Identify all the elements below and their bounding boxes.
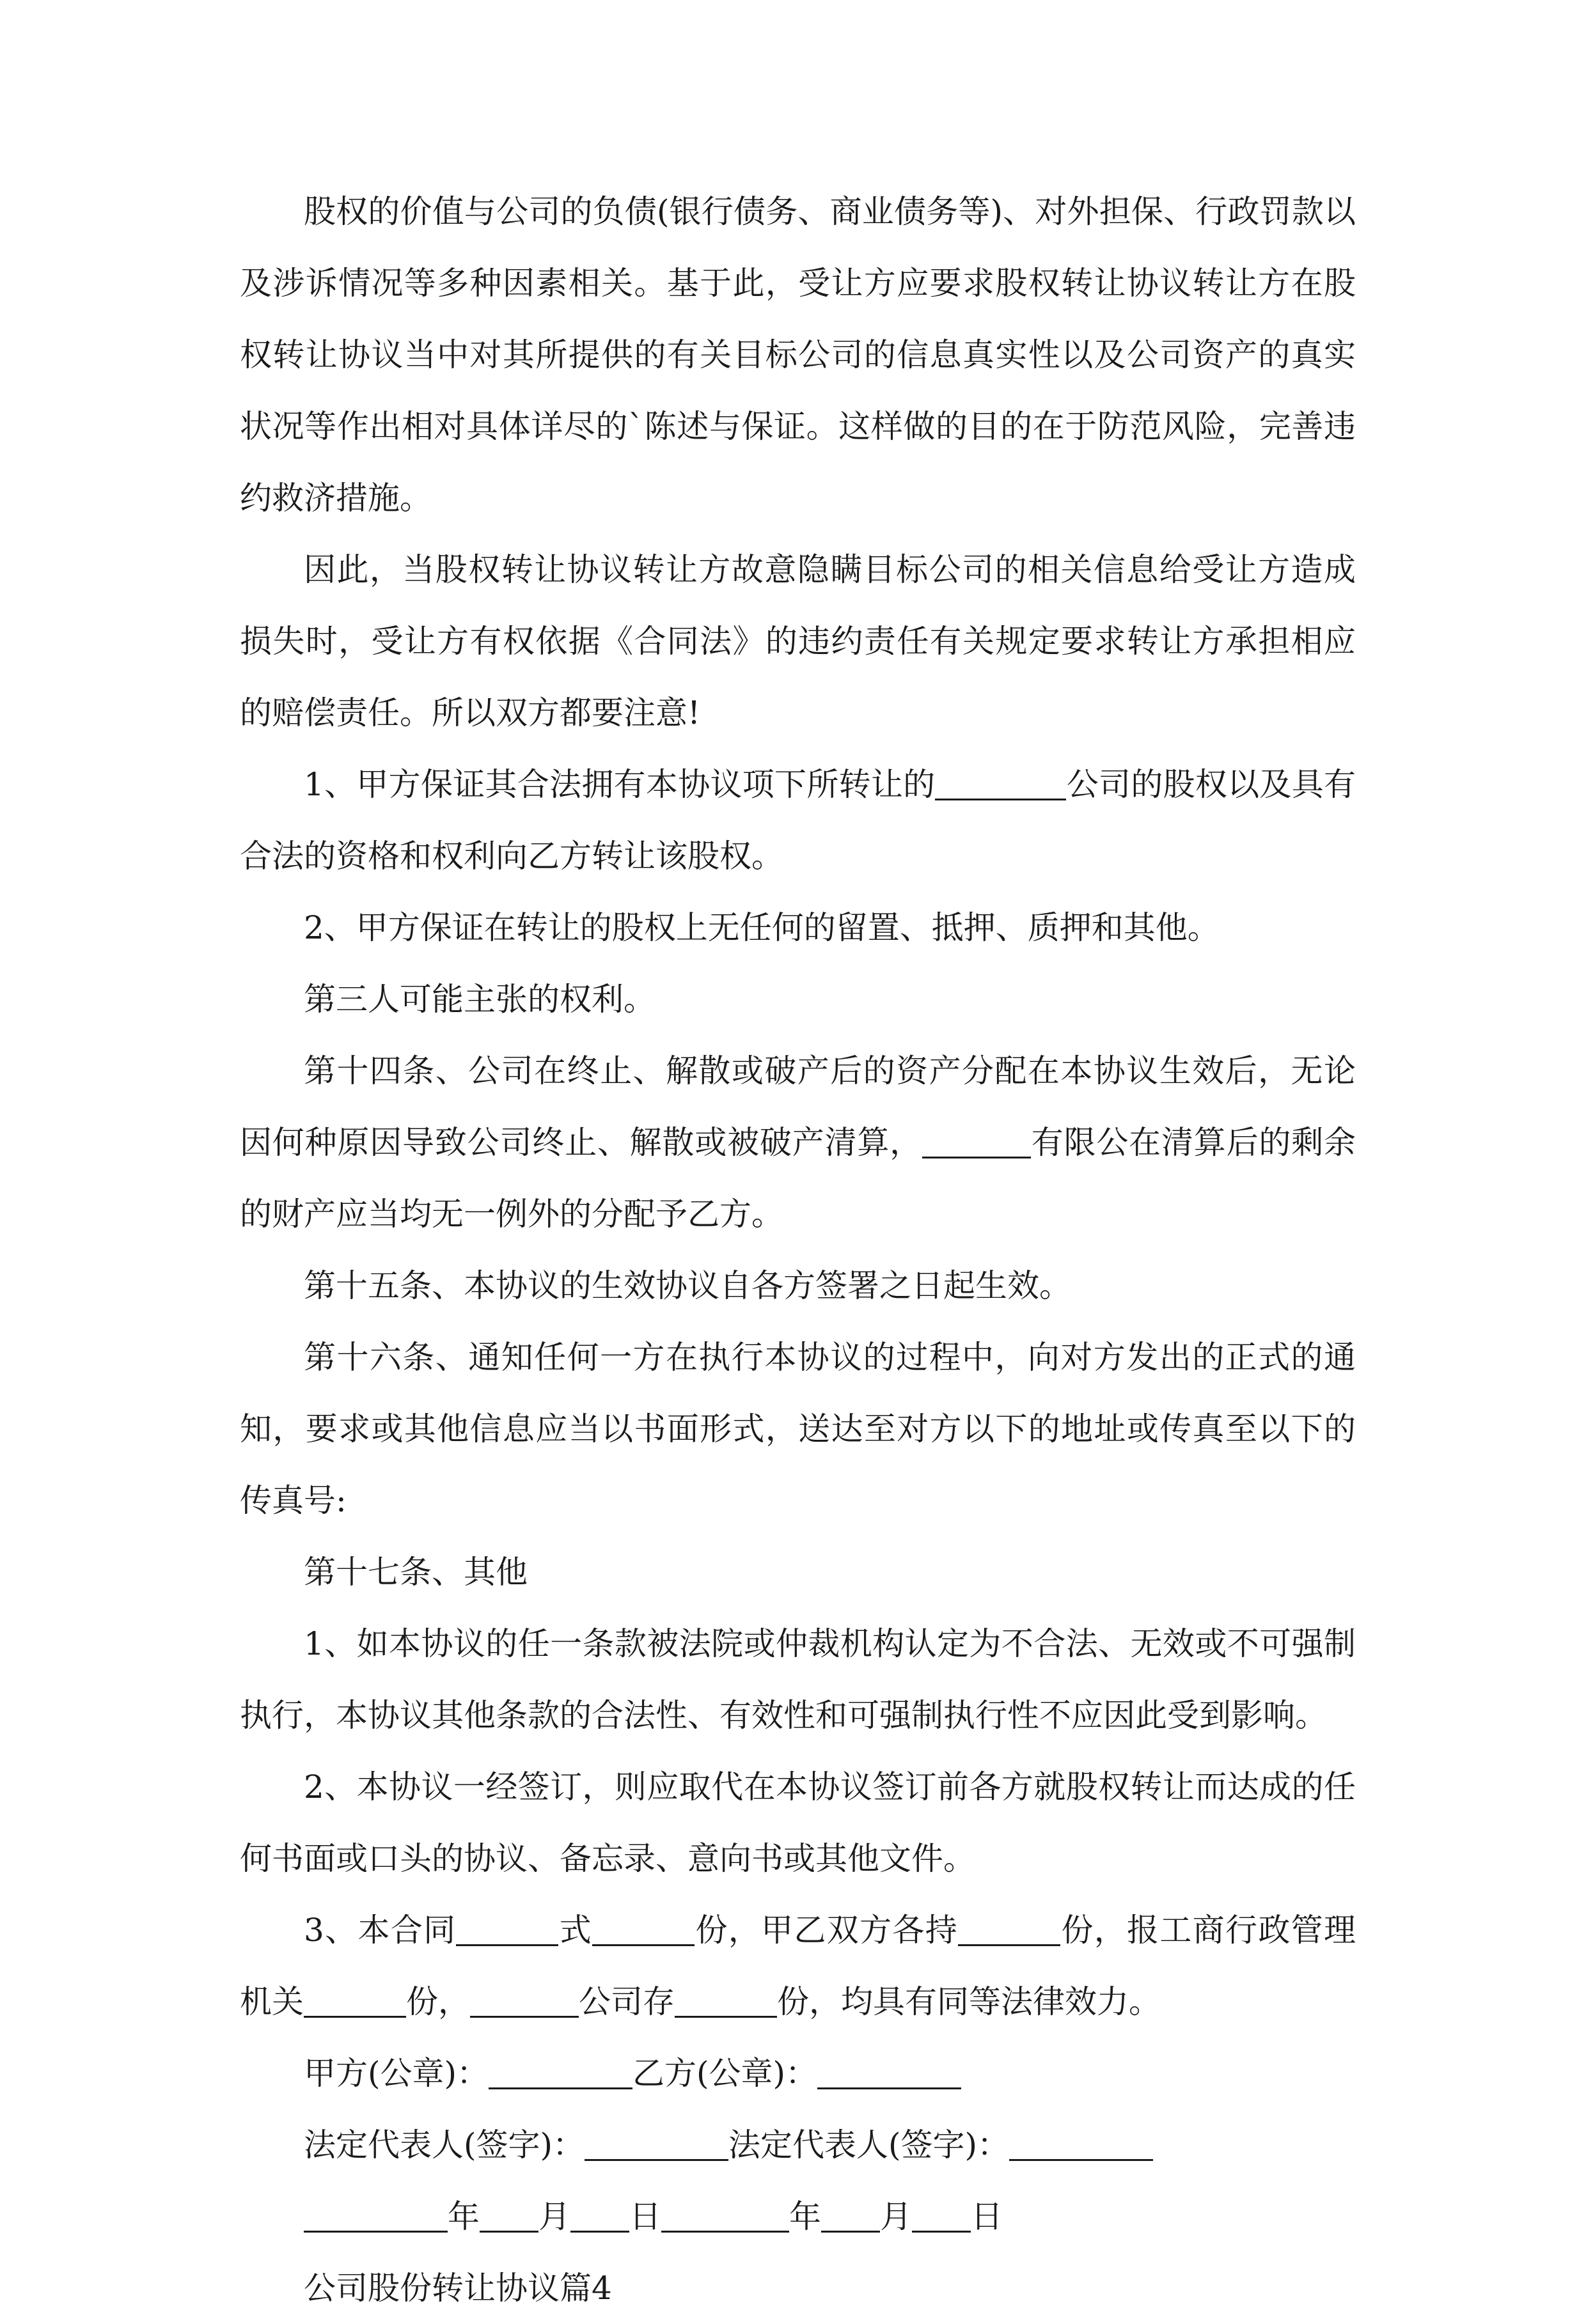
signature-representatives [240, 2109, 1356, 2181]
other-3-text-c: 份，甲乙双方各持 [695, 1912, 959, 1949]
paragraph-equity-value: 股权的价值与公司的负债(银行债务、商业债务等)、对外担保、行政罚款以及涉诉情况等多种因素相关。基于此，受让方应要求股权转让协议转让方在股权转让协议当中对其所提供的有关目标公司的信息真实性以及公司资产的真实状况等作出相对具体详尽的`陈述与保证。这样做的目的在于防范风险，完善违约救济措施。 [240, 193, 1356, 517]
party-b-seal-label: 乙方(公章)： [632, 2055, 818, 2092]
party-a-rep-label: 法定代表人(签字)： [304, 2126, 585, 2164]
other-3-text-f: 公司存 [579, 1983, 675, 2020]
other-3-text-b: 式 [558, 1912, 593, 1949]
signature-dates [240, 2181, 1356, 2252]
blank-line [304, 1984, 406, 2018]
date-year-label: 年 [448, 2198, 480, 2235]
blank-line [470, 1984, 579, 2018]
blank-line [935, 767, 1066, 800]
blank-line [489, 2055, 632, 2089]
blank-line [592, 1912, 695, 1946]
section-heading: 公司股份转让协议篇4 [304, 2270, 612, 2307]
blank-line [456, 1912, 558, 1946]
blank-line [585, 2127, 728, 2161]
blank-line [817, 2055, 961, 2089]
paragraph-liability: 因此，当股权转让协议转让方故意隐瞒目标公司的相关信息给受让方造成损失时，受让方有权依据《合同法》的违约责任有关规定要求转让方承担相应的赔偿责任。所以双方都要注意! [240, 551, 1356, 731]
paragraph-article-16: 第十六条、通知任何一方在执行本协议的过程中，向对方发出的正式的通知，要求或其他信息应当以书面形式，送达至对方以下的地址或传真至以下的传真号: [240, 1339, 1356, 1519]
date-day-label: 日 [971, 2198, 1003, 2235]
paragraph-clause-2: 2、甲方保证在转让的股权上无任何的留置、抵押、质押和其他。 [304, 909, 1220, 946]
blank-line [304, 2199, 448, 2233]
date-month-label: 月 [538, 2198, 570, 2235]
other-3-text-d: 份，报工商行政管理机关 [240, 1912, 1356, 2020]
blank-line [570, 2199, 629, 2233]
date-day-label: 日 [629, 2198, 661, 2235]
paragraph-third-party: 第三人可能主张的权利。 [304, 981, 656, 1018]
signature-seals [240, 2038, 1356, 2109]
blank-line [958, 1912, 1060, 1946]
party-a-seal-label: 甲方(公章)： [304, 2055, 489, 2092]
other-3-text-e: 份， [406, 1983, 470, 2020]
blank-line [922, 1125, 1031, 1158]
clause-1-text-a: 1、甲方保证其合法拥有本协议项下所转让的 [304, 766, 936, 803]
blank-line [1009, 2127, 1153, 2161]
paragraph-other-3 [240, 1894, 1356, 2038]
date-year-label: 年 [789, 2198, 821, 2235]
blank-line [675, 1984, 777, 2018]
other-3-text-a: 3、本合同 [304, 1912, 457, 1949]
paragraph-clause-1 [240, 749, 1356, 892]
paragraph-other-1: 1、如本协议的任一条款被法院或仲裁机构认定为不合法、无效或不可强制执行，本协议其他条款的合法性、有效性和可强制执行性不应因此受到影响。 [240, 1625, 1356, 1734]
other-3-text-g: 份，均具有同等法律效力。 [777, 1983, 1161, 2020]
party-b-rep-label: 法定代表人(签字)： [728, 2126, 1010, 2164]
paragraph-article-15: 第十五条、本协议的生效协议自各方签署之日起生效。 [304, 1267, 1071, 1304]
paragraph-article-17: 第十七条、其他 [304, 1554, 528, 1591]
blank-line [661, 2199, 789, 2233]
paragraph-other-2: 2、本协议一经签订，则应取代在本协议签订前各方就股权转让而达成的任何书面或口头的协议、备忘录、意向书或其他文件。 [240, 1768, 1356, 1877]
clause-1-text-b: 公司的股权以及具有合法的资格和权利向乙方转让该股权。 [240, 766, 1356, 875]
blank-line [821, 2199, 880, 2233]
date-month-label: 月 [880, 2198, 912, 2235]
paragraph-article-14 [240, 1035, 1356, 1250]
blank-line [480, 2199, 538, 2233]
article-14-text-b: 有限公在清算后的剩余的财产应当均无一例外的分配予乙方。 [240, 1124, 1356, 1233]
blank-line [912, 2199, 971, 2233]
article-14-text-a: 第十四条、公司在终止、解散或破产后的资产分配在本协议生效后，无论因何种原因导致公司终止、解散或被破产清算， [240, 1052, 1356, 1161]
document-body [240, 176, 1356, 2324]
